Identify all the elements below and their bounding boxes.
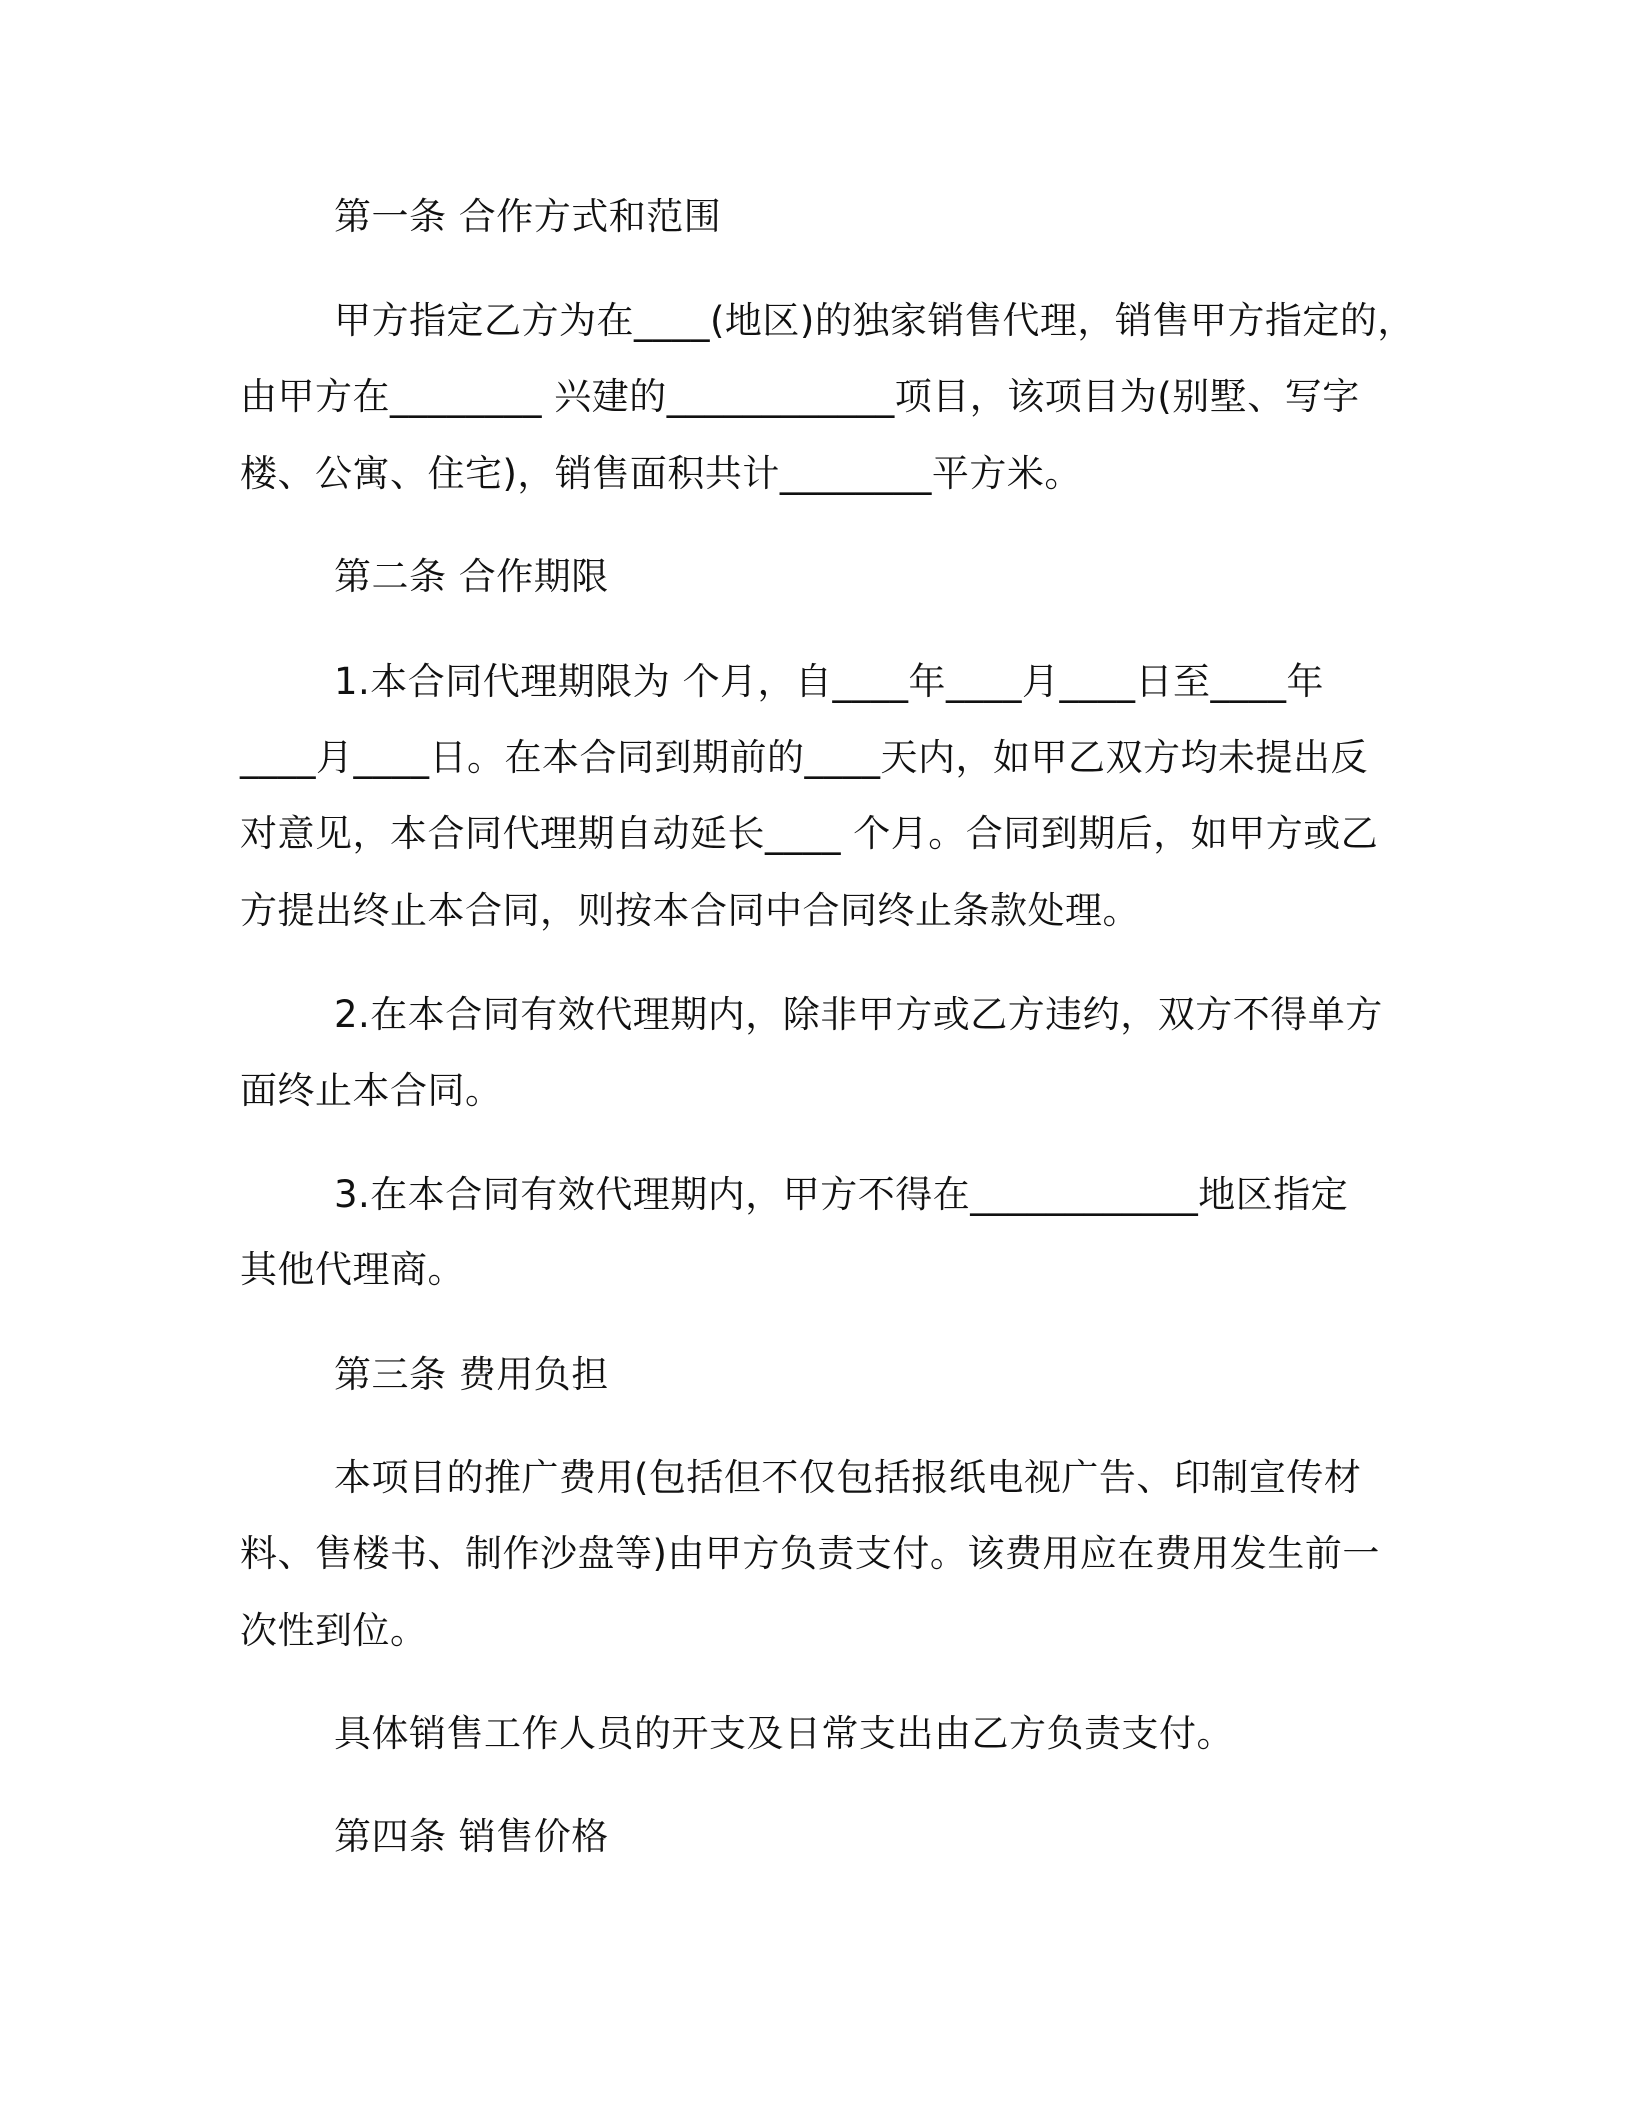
article-2-clause-3-line-1: 3.在本合同有效代理期内，甲方不得在____________地区指定 [334,1173,1349,1216]
article-2-clause-3-line-2: 其他代理商。 [240,1248,465,1291]
article-2-heading: 第二条 合作期限 [334,555,609,598]
article-2-clause-2-line-1: 2.在本合同有效代理期内，除非甲方或乙方违约，双方不得单方 [334,993,1383,1036]
article-4-heading: 第四条 销售价格 [334,1815,609,1858]
article-2-clause-1-line-4: 方提出终止本合同，则按本合同中合同终止条款处理。 [240,889,1140,932]
article-1-paragraph-line-2: 由甲方在________ 兴建的____________项目，该项目为(别墅、写字 [240,375,1360,418]
article-2-clause-1-line-2: ____月____日。在本合同到期前的____天内，如甲乙双方均未提出反 [240,736,1368,779]
article-3-heading: 第三条 费用负担 [334,1353,609,1396]
article-2-clause-2-line-2: 面终止本合同。 [240,1069,503,1112]
article-2-clause-1-line-1: 1.本合同代理期限为 个月，自____年____月____日至____年 [334,660,1325,703]
article-3-paragraph-1-line-3: 次性到位。 [240,1609,428,1652]
article-2-clause-1-line-3: 对意见，本合同代理期自动延长____ 个月。合同到期后，如甲方或乙 [240,812,1379,855]
article-1-heading: 第一条 合作方式和范围 [334,195,722,238]
article-3-paragraph-1-line-2: 料、售楼书、制作沙盘等)由甲方负责支付。该费用应在费用发生前一 [240,1532,1380,1575]
article-3-paragraph-1-line-1: 本项目的推广费用(包括但不仅包括报纸电视广告、印制宣传材 [334,1456,1362,1499]
article-1-paragraph-line-3: 楼、公寓、住宅)，销售面积共计________平方米。 [240,452,1082,495]
article-3-paragraph-2: 具体销售工作人员的开支及日常支出由乙方负责支付。 [334,1712,1234,1755]
article-1-paragraph-line-1: 甲方指定乙方为在____(地区)的独家销售代理，销售甲方指定的， [334,299,1415,342]
